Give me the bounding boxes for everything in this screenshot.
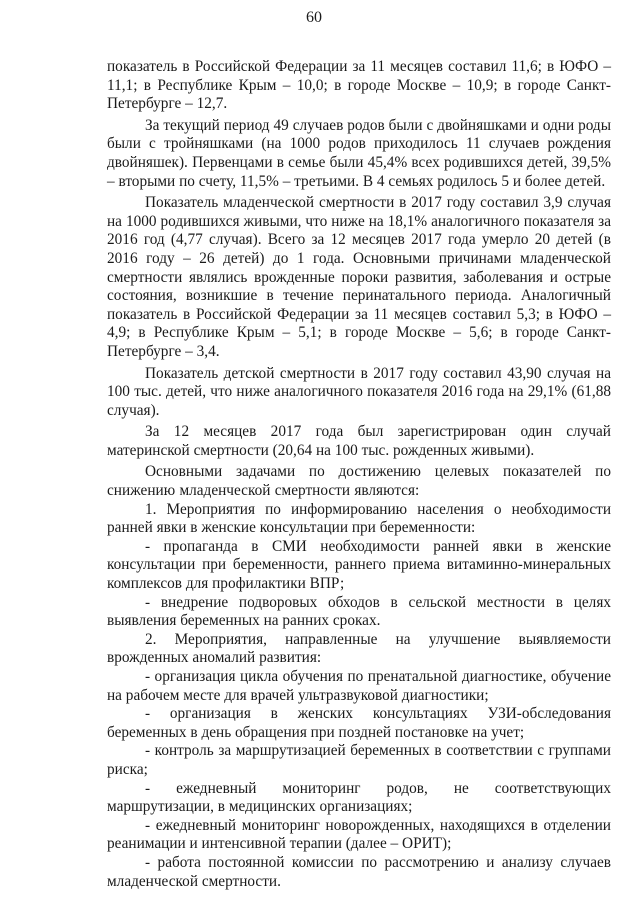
paragraph-2: За текущий период 49 случаев родов были с двойняшками и одни роды были с тройняшками (на 1000 родов приходилось 11 случаев рождения двойняшек). Первенцами в семье были 45,4% всех родившихся детей, 39,5% – вторыми по счету, 11,5% – третьими. В 4 семьях родилось 5 и более детей. [107, 116, 611, 190]
list-item-1-b: - внедрение подворовых обходов в сельской местности в целях выявления беременных на ранних сроках. [107, 593, 611, 630]
list-item-2-e: - ежедневный мониторинг новорожденных, находящихся в отделении реанимации и интенсивной терапии (далее – ОРИТ); [107, 816, 611, 853]
list-item-2-b: - организация в женских консультациях УЗИ-обследования беременных в день обращения при поздней постановке на учет; [107, 705, 611, 741]
list-item-2-a: - организация цикла обучения по пренатальной диагностике, обучение на рабочем месте для врачей ультразвуковой диагностики; [107, 668, 611, 704]
list-item-2: 2. Мероприятия, направленные на улучшение выявляемости врожденных аномалий развития: [107, 630, 611, 667]
paragraph-6: Основными задачами по достижению целевых показателей по снижению младенческой смертности являются: [107, 463, 611, 500]
list-item-1: 1. Мероприятия по информированию населения о необходимости ранней явки в женские консультации при беременности: [107, 500, 611, 537]
paragraph-5: За 12 месяцев 2017 года был зарегистрирован один случай материнской смертности (20,64 на 100 тыс. рожденных живыми). [107, 423, 611, 459]
paragraph-3: Показатель младенческой смертности в 2017 году составил 3,9 случая на 1000 родившихся живыми, что ниже на 18,1% аналогичного показателя за 2016 год (4,77 случая). Всего за 12 месяцев 2017 года умерло 20 детей (в 2016 году – 26 детей) до 1 года. Основными причинами младенческой смертности являлись врожденные пороки развития, заболевания и острые состояния, возникшие в течение перинатального периода. Аналогичный показатель в Российской Федерации за 11 месяцев составил 5,3; в ЮФО – 4,9; в Республике Крым – 5,1; в городе Москве – 5,6; в городе Санкт-Петербурге – 3,4. [107, 194, 611, 360]
paragraph-1: показатель в Российской Федерации за 11 месяцев составил 11,6; в ЮФО – 11,1; в Республике Крым – 10,0; в городе Москве – 10,9; в городе Санкт-Петербурге – 12,7. [107, 58, 611, 113]
list-item-2-d: - ежедневный мониторинг родов, не соответствующих маршрутизации, в медицинских организациях; [107, 779, 611, 816]
page-number: 60 [306, 9, 322, 26]
paragraph-4: Показатель детской смертности в 2017 году составил 43,90 случая на 100 тыс. детей, что ниже аналогичного показателя 2016 года на 29,1% (61,88 случая). [107, 364, 611, 419]
list-item-1-a: - пропаганда в СМИ необходимости ранней явки в женские консультации при беременности, раннего приема витаминно-минеральных комплексов для профилактики ВПР; [107, 537, 611, 593]
document-body [107, 58, 611, 891]
list-item-2-f: - работа постоянной комиссии по рассмотрению и анализу случаев младенческой смертности. [107, 853, 611, 890]
list-item-2-c: - контроль за маршрутизацией беременных в соответствии с группами риска; [107, 742, 611, 778]
